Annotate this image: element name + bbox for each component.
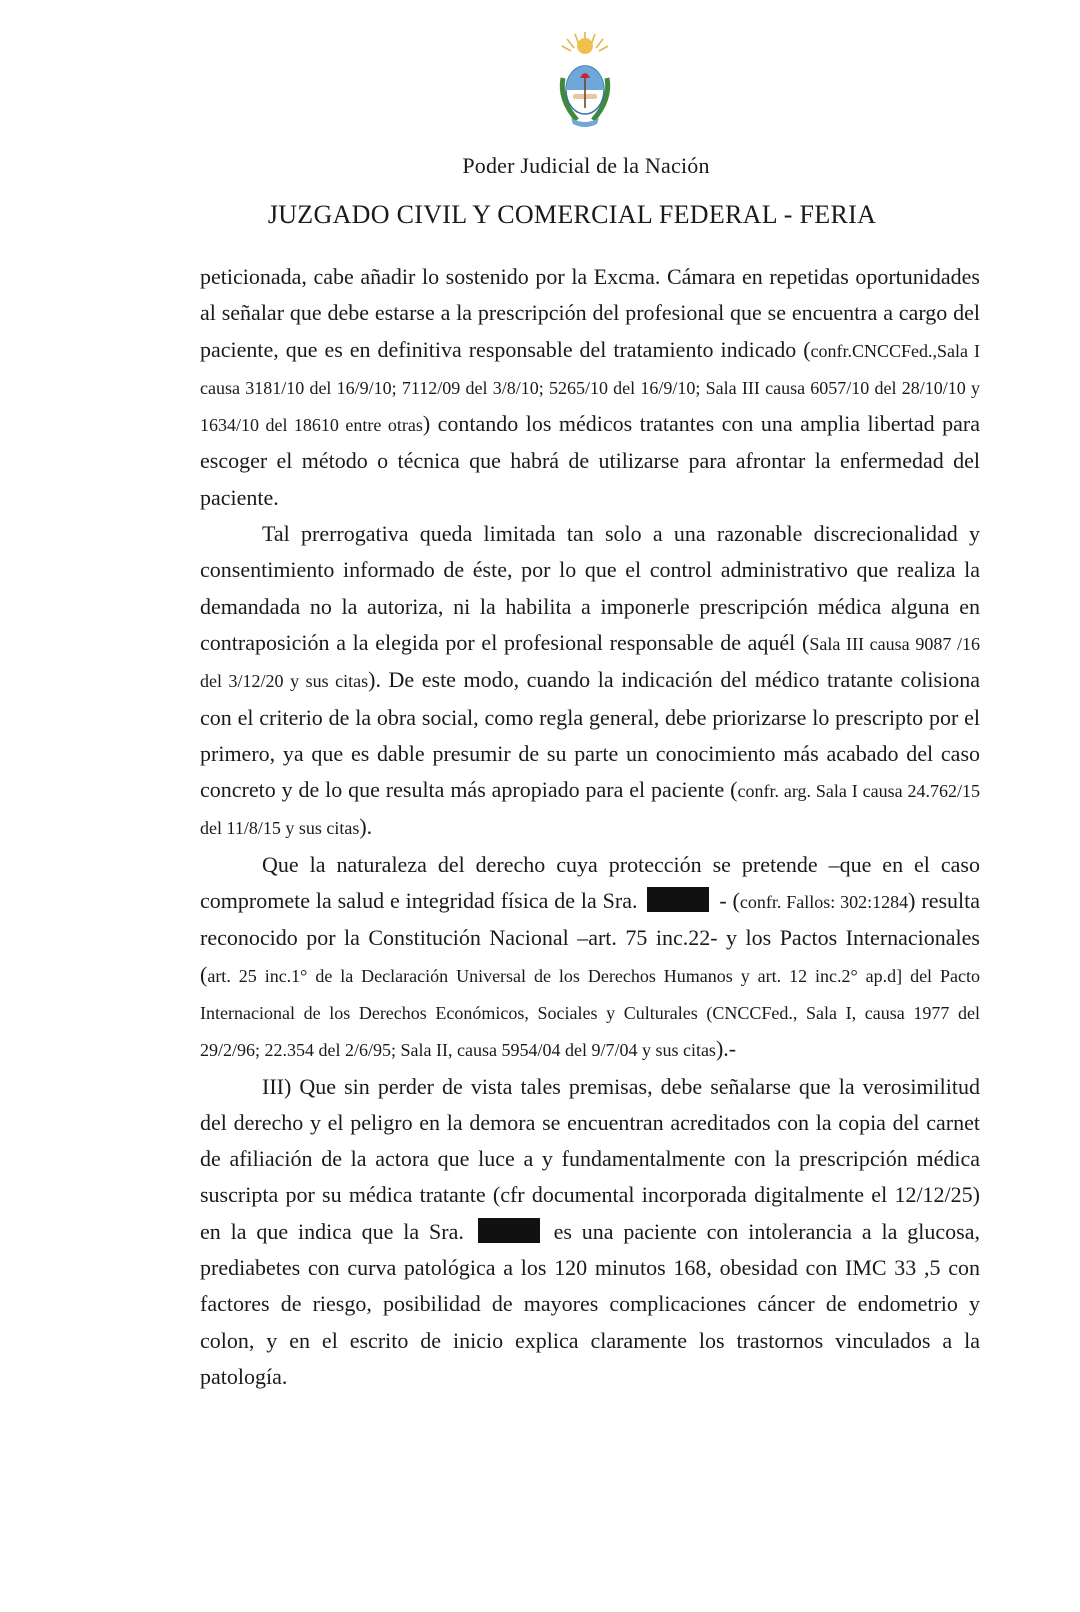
redacted-name — [478, 1218, 540, 1243]
citation: confr. arg. Sala I causa 24.762/15 del 11/8/15 y sus citas — [200, 781, 980, 839]
paragraph-4 — [200, 1069, 980, 1396]
paragraph-2-text-a: Tal prerrogativa queda limitada tan solo a una razonable discrecionalidad y consentimiento informado de éste, por lo que el control administrativo que realiza la demandada no la autoriza, ni la habilita a imponerle prescripción médica alguna en contraposición a la elegida por el profesional responsable de aquél ( — [200, 521, 980, 655]
paragraph-3 — [200, 847, 980, 1069]
paragraph-2-text-c: ). — [359, 814, 373, 840]
document-body — [200, 259, 980, 1395]
citation: confr. Fallos: 302:1284 — [739, 892, 909, 913]
paragraph-3-text-c: ) resulta reconocido por la Constitución Nacional –art. 75 inc.22- y los Pactos Internacionales ( — [200, 888, 981, 987]
paragraph-1 — [200, 259, 980, 516]
paragraph-2 — [200, 516, 980, 847]
citation: art. 25 inc.1° de la Declaración Universal de los Derechos Humanos y art. 12 inc.2° ap.d] del Pacto Internacional de los Derechos Económicos, Sociales y Culturales (CNCCFed., Sala I, causa 1977 del 29/2/96; 22.354 del 2/6/95; Sala II, causa 5954/04 del 9/7/04 y sus citas — [200, 965, 980, 1061]
court-name-header: JUZGADO CIVIL Y COMERCIAL FEDERAL - FERIA — [267, 200, 877, 229]
citation: Sala III causa 9087 /16 del 3/12/20 y sus citas — [200, 633, 981, 692]
redacted-name — [647, 887, 709, 912]
paragraph-3-text-a: Que la naturaleza del derecho cuya protección se pretende –que en el caso compromete la salud e integridad física de la Sra. — [200, 851, 980, 914]
court-branch-header: Poder Judicial de la Nación — [462, 153, 710, 178]
paragraph-3-text-b: - ( — [719, 888, 740, 914]
paragraph-2-text-b: ). De este modo, cuando la indicación del médico tratante colisiona con el criterio de la obra social, como regla general, debe priorizarse lo prescripto por el primero, ya que es dable presumir de su parte un conocimiento más acabado del caso concreto y de lo que resulta más apropiado para el paciente ( — [200, 667, 980, 803]
paragraph-1-text-a: peticionada, cabe añadir lo sostenido por la Excma. Cámara en repetidas oportunidades al señalar que debe estarse a la prescripción del profesional que se encuentra a cargo del paciente, que es en definitiva responsable del tratamiento indicado ( — [200, 264, 980, 362]
citation: confr.CNCCFed.,Sala I causa 3181/10 del 16/9/10; 7112/09 del 3/8/10; 5265/10 del 16/9/10; Sala III causa 6057/10 del 28/10/10 y 1634/10 del 18610 entre otras — [200, 340, 980, 436]
national-coat-of-arms-icon — [553, 30, 617, 132]
paragraph-3-text-d: ).- — [715, 1036, 737, 1062]
paragraph-1-text-b: ) contando los médicos tratantes con una amplia libertad para escoger el método o técnica que habrá de utilizarse para afrontar la enfermedad del paciente. — [200, 411, 980, 510]
paragraph-4-text-a: III) Que sin perder de vista tales premisas, debe señalarse que la verosimilitud del derecho y el peligro en la demora se encuentran acreditados con la copia del carnet de afiliación de la actora que luce a y fundamentalmente con la prescripción médica suscripta por su médica tratante (cfr documental incorporada digitalmente el 12/12/25) en la que indica que la Sra. — [200, 1073, 980, 1244]
paragraph-4-text-b: es una paciente con intolerancia a la glucosa, prediabetes con curva patológica a los 120 minutos 168, obesidad con IMC 33 ,5 con factores de riesgo, posibilidad de mayores complicaciones cáncer de endometrio y colon, y en el escrito de inicio explica claramente los trastornos vinculados a la patología. — [200, 1218, 980, 1389]
